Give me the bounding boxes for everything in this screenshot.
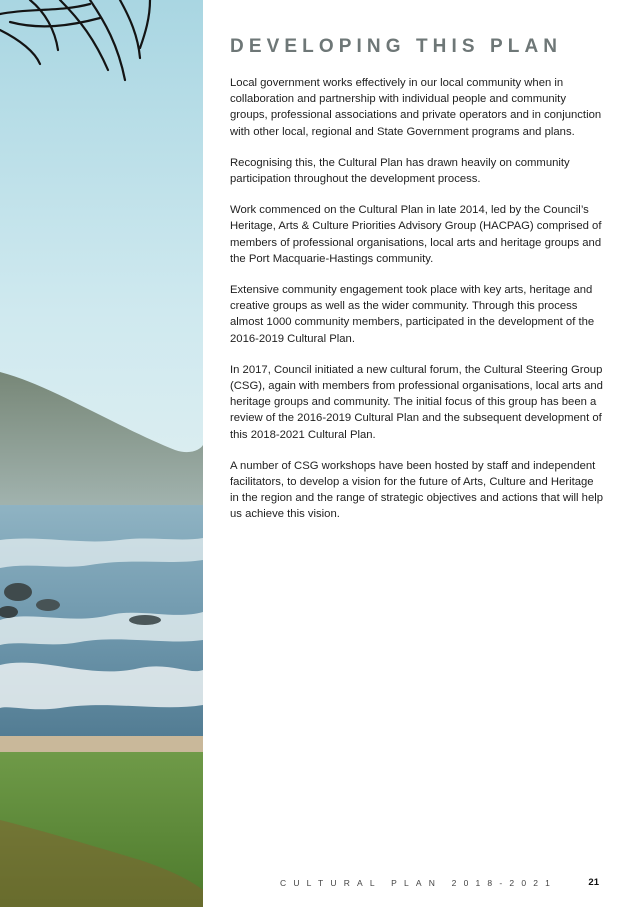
- paragraph: A number of CSG workshops have been hosted by staff and independent facilitators, to develop a vision for the future of Arts, Culture and Heritage in the region and the range of strategic objectives and actions that will help us achieve this vision.: [230, 459, 604, 521]
- paragraph: Recognising this, the Cultural Plan has drawn heavily on community participation throughout the development process.: [230, 156, 570, 186]
- page-footer: [230, 878, 601, 892]
- paragraph: In 2017, Council initiated a new cultural forum, the Cultural Steering Group (CSG), again with members from professional organisations, local arts and heritage groups and community. The initial focus of this group has been a review of the 2016-2019 Cultural Plan and the subsequent development of this 2018-2021 Cultural Plan.: [230, 363, 603, 441]
- coastal-photo: [0, 0, 203, 907]
- paragraph: Local government works effectively in our local community when in collaboration and partnership with individual people and community groups, professional associations and private operators and in conjunction with other local, regional and State Government programs and plans.: [230, 77, 602, 138]
- page-title: DEVELOPING THIS PLAN: [230, 36, 563, 57]
- page-number: 21: [588, 877, 599, 888]
- paragraph: Extensive community engagement took place with key arts, heritage and creative groups as well as the wider community. Through this process almost 1000 community members, participated in the development of the 2016-2019 Cultural Plan.: [230, 284, 595, 345]
- main-content: [230, 36, 605, 538]
- footer-document-title: CULTURAL PLAN 2018-2021: [280, 878, 558, 888]
- paragraph: Work commenced on the Cultural Plan in late 2014, led by the Council’s Heritage, Arts & Culture Priorities Advisory Group (HACPAG) comprised of members of professional organisations, local arts and heritage groups and the Port Macquarie-Hastings community.: [230, 204, 602, 265]
